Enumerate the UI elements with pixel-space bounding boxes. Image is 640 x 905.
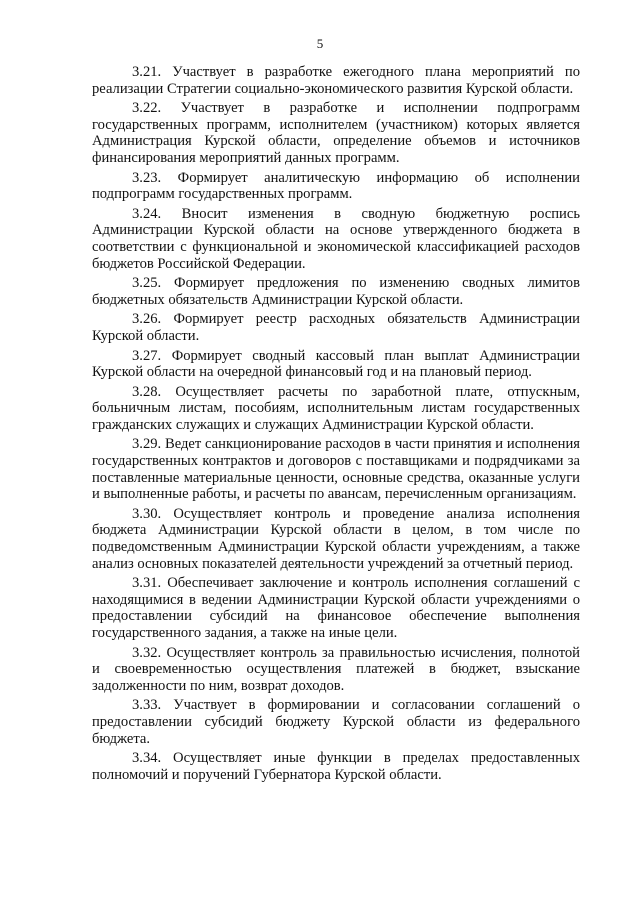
paragraph-3-23: 3.23. Формирует аналитическую информацию об исполнении подпрограмм государственных программ. [92, 169, 580, 203]
document-body [92, 64, 580, 786]
paragraph-3-22: 3.22. Участвует в разработке и исполнении подпрограмм государственных программ, исполнителем (участником) которых является Администрация Курской области, определение объемов и источников финансирования мероприятий данных программ. [92, 100, 580, 166]
paragraph-3-21: 3.21. Участвует в разработке ежегодного плана мероприятий по реализации Стратегии социально-экономического развития Курской области. [92, 64, 580, 97]
paragraph-3-24: 3.24. Вносит изменения в сводную бюджетную роспись Администрации Курской области на основе утвержденного бюджета в соответствии с функциональной и экономической классификацией расходов бюджетов Российской Федерации. [92, 205, 580, 272]
paragraph-3-27: 3.27. Формирует сводный кассовый план выплат Администрации Курской области на очередной финансовый год и на плановый период. [92, 347, 580, 381]
paragraph-3-29: 3.29. Ведет санкционирование расходов в части принятия и исполнения государственных контрактов и договоров с поставщиками и подрядчиками за поставленные материальные ценности, основные средства, оказанные услуги и выполненные работы, и расчеты по авансам, перечисленным организациям. [92, 436, 580, 503]
paragraph-3-30: 3.30. Осуществляет контроль и проведение анализа исполнения бюджета Администрации Курской области в целом, в том числе по подведомственным Администрации Курской области учреждениям, а также анализ основных показателей деятельности учреждений за отчетный период. [92, 505, 580, 572]
page-number: 5 [316, 36, 324, 51]
paragraph-3-33: 3.33. Участвует в формировании и согласовании соглашений о предоставлении субсидий бюджету Курской области из федерального бюджета. [92, 697, 580, 747]
paragraph-3-25: 3.25. Формирует предложения по изменению сводных лимитов бюджетных обязательств Администрации Курской области. [92, 275, 580, 308]
paragraph-3-31: 3.31. Обеспечивает заключение и контроль исполнения соглашений с находящимися в ведении Администрации Курской области учреждениями о предоставлении субсидий на финансовое обеспечение выполнения государственного задания, а также на иные цели. [92, 575, 580, 641]
paragraph-3-32: 3.32. Осуществляет контроль за правильностью исчисления, полнотой и своевременностью осуществления платежей в бюджет, взыскание задолженности по ним, возврат доходов. [92, 644, 580, 694]
paragraph-3-26: 3.26. Формирует реестр расходных обязательств Администрации Курской области. [92, 311, 580, 344]
paragraph-3-28: 3.28. Осуществляет расчеты по заработной плате, отпускным, больничным листам, пособиям, исполнительным листам государственных гражданских служащих и служащих Администрации Курской области. [92, 383, 580, 433]
paragraph-3-34: 3.34. Осуществляет иные функции в пределах предоставленных полномочий и поручений Губернатора Курской области. [92, 750, 580, 783]
